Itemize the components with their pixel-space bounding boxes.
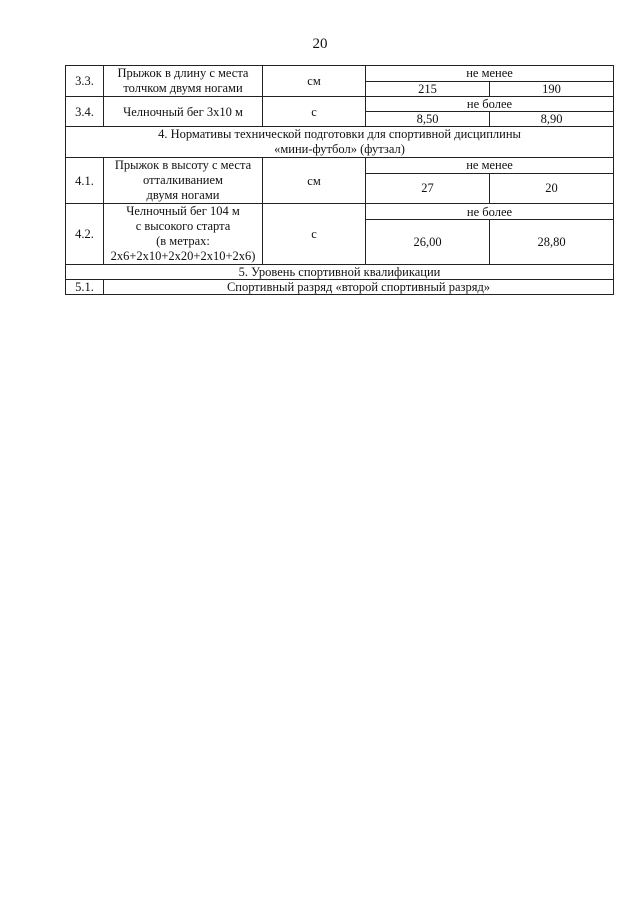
exercise-name-line: (в метрах: bbox=[156, 234, 210, 248]
table-row bbox=[66, 158, 614, 174]
table-row bbox=[66, 127, 614, 158]
condition-label: не менее bbox=[366, 158, 614, 174]
exercise-name bbox=[104, 204, 263, 265]
row-number: 4.2. bbox=[66, 204, 104, 265]
table-row bbox=[66, 280, 614, 295]
unit: с bbox=[263, 204, 366, 265]
exercise-name-line: Челночный бег 104 м bbox=[126, 204, 240, 218]
exercise-name-line: с высокого старта bbox=[135, 219, 231, 233]
row-number: 3.4. bbox=[66, 97, 104, 127]
exercise-name-line: двумя ногами bbox=[146, 188, 220, 202]
row-number: 5.1. bbox=[66, 280, 104, 295]
value-cell: 20 bbox=[490, 173, 614, 203]
value-cell: 26,00 bbox=[366, 220, 490, 265]
exercise-name-line: Прыжок в высоту с места bbox=[114, 158, 252, 172]
exercise-name-line: 2x6+2x10+2x20+2x10+2x6) bbox=[110, 249, 256, 263]
unit: см bbox=[263, 158, 366, 204]
qualification-text: Спортивный разряд «второй спортивный разряд» bbox=[104, 280, 614, 295]
exercise-name-line: толчком двумя ногами bbox=[123, 81, 243, 95]
exercise-name: Челночный бег 3x10 м bbox=[104, 97, 263, 127]
page-number: 20 bbox=[312, 36, 328, 52]
unit: см bbox=[263, 66, 366, 97]
value-cell: 190 bbox=[490, 81, 614, 97]
value-cell: 27 bbox=[366, 173, 490, 203]
table-row bbox=[66, 265, 614, 280]
table-row bbox=[66, 66, 614, 82]
section-heading bbox=[66, 127, 614, 158]
section-heading-line: 4. Нормативы технической подготовки для спортивной дисциплины bbox=[158, 127, 521, 141]
row-number: 3.3. bbox=[66, 66, 104, 97]
value-cell: 215 bbox=[366, 81, 490, 97]
table-row bbox=[66, 204, 614, 220]
value-cell: 8,90 bbox=[490, 112, 614, 127]
value-cell: 8,50 bbox=[366, 112, 490, 127]
exercise-name bbox=[104, 158, 263, 204]
section-heading: 5. Уровень спортивной квалификации bbox=[66, 265, 614, 280]
exercise-name-line: отталкиванием bbox=[143, 173, 223, 187]
condition-label: не менее bbox=[366, 66, 614, 82]
condition-label: не более bbox=[366, 204, 614, 220]
standards-table bbox=[65, 65, 614, 295]
exercise-name-line: Прыжок в длину с места bbox=[117, 66, 249, 80]
unit: с bbox=[263, 97, 366, 127]
section-heading-line: «мини-футбол» (футзал) bbox=[274, 142, 405, 156]
exercise-name bbox=[104, 66, 263, 97]
condition-label: не более bbox=[366, 97, 614, 112]
row-number: 4.1. bbox=[66, 158, 104, 204]
value-cell: 28,80 bbox=[490, 220, 614, 265]
table-row bbox=[66, 97, 614, 112]
